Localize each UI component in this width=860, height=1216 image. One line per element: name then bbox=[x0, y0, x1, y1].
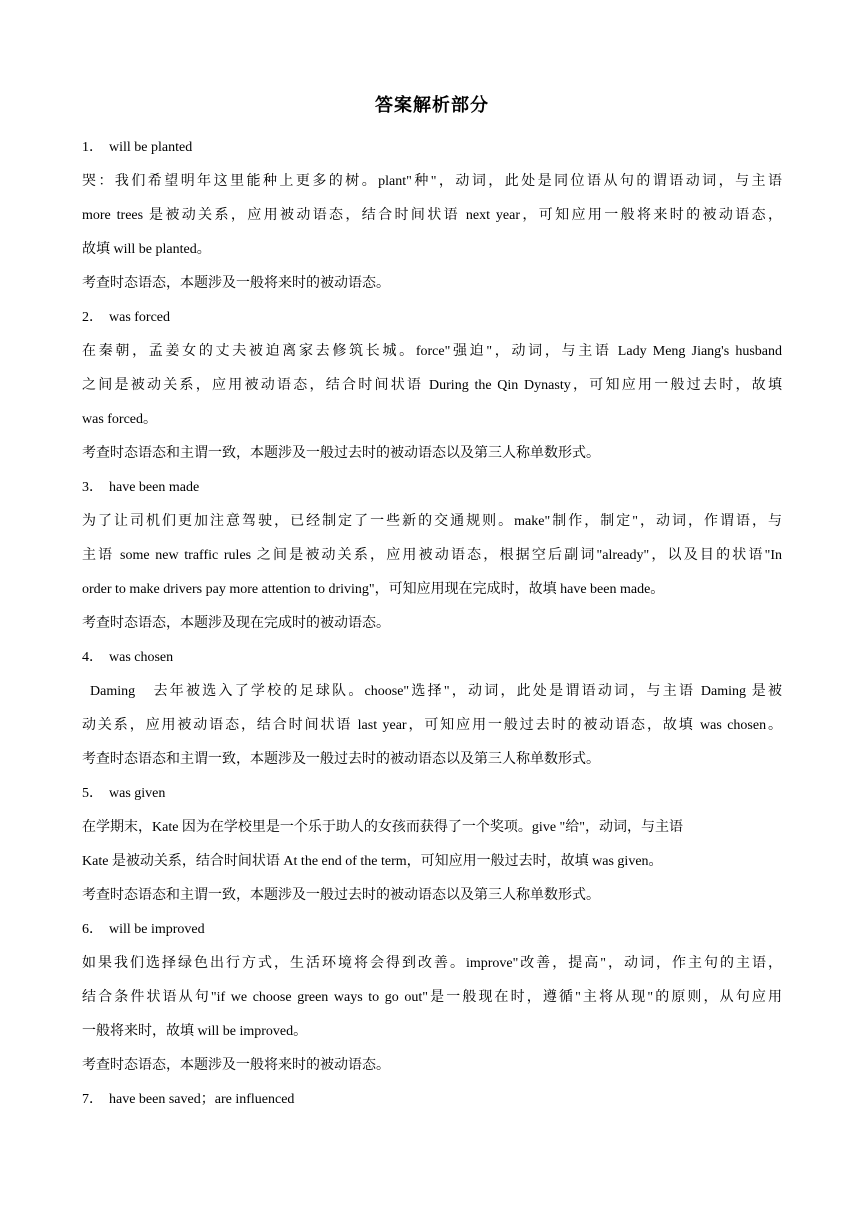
answer-text: have been made bbox=[109, 480, 200, 495]
explanation-line: 如果我们选择绿色出行方式，生活环境将会得到改善。improve"改善，提高"，动词，作主句的主语， bbox=[82, 956, 782, 971]
explanation-line: 为了让司机们更加注意驾驶，已经制定了一些新的交通规则。make"制作，制定"，动词，作谓语，与 bbox=[82, 514, 782, 529]
answer-heading bbox=[82, 1083, 782, 1117]
page-title: 答案解析部分 bbox=[375, 95, 489, 116]
explanation-line: 一般将来时，故填 will be improved。 bbox=[82, 1024, 308, 1039]
question-number: 7． bbox=[82, 1092, 103, 1107]
answer-text: was chosen bbox=[109, 650, 174, 665]
explanation-line: was forced。 bbox=[82, 412, 158, 427]
answer-text: have been saved；are influenced bbox=[109, 1092, 295, 1107]
answer-heading bbox=[82, 301, 782, 335]
question-number: 2． bbox=[82, 310, 103, 325]
explanation-line: 故填 will be planted。 bbox=[82, 242, 211, 257]
analysis-note: 考查时态语态和主谓一致，本题涉及一般过去时的被动语态以及第三人称单数形式。 bbox=[82, 752, 600, 767]
explanation-line: 在秦朝，孟姜女的丈夫被迫离家去修筑长城。force"强迫"，动词，与主语 Lady Meng Jiang's husband bbox=[82, 344, 782, 359]
explanation-line: order to make drivers pay more attention to driving"，可知应用现在完成时，故填 have been made。 bbox=[82, 582, 665, 597]
answer-heading bbox=[82, 777, 782, 811]
question-number: 5． bbox=[82, 786, 103, 801]
question-number: 1． bbox=[82, 140, 103, 155]
answer-text: will be improved bbox=[109, 922, 205, 937]
explanation-line: 主语 some new traffic rules 之间是被动关系，应用被动语态，根据空后副词"already"，以及目的状语"In bbox=[82, 548, 782, 563]
explanation-line: more trees 是被动关系，应用被动语态，结合时间状语 next year，可知应用一般将来时的被动语态， bbox=[82, 208, 782, 223]
analysis-note: 考查时态语态，本题涉及一般将来时的被动语态。 bbox=[82, 276, 390, 291]
answer-heading bbox=[82, 913, 782, 947]
answer-text: will be planted bbox=[109, 140, 193, 155]
explanation-line: Daming 去年被选入了学校的足球队。choose"选择"，动词，此处是谓语动词，与主语 Daming 是被 bbox=[90, 684, 782, 699]
explanation-line: 结合条件状语从句"if we choose green ways to go out"是一般现在时，遵循"主将从现"的原则，从句应用 bbox=[82, 990, 782, 1005]
explanation-line: 哭：我们希望明年这里能种上更多的树。plant"种"，动词，此处是同位语从句的谓语动词，与主语 bbox=[82, 174, 782, 189]
question-number: 3． bbox=[82, 480, 103, 495]
question-number: 4． bbox=[82, 650, 103, 665]
analysis-note: 考查时态语态和主谓一致，本题涉及一般过去时的被动语态以及第三人称单数形式。 bbox=[82, 446, 600, 461]
answer-list bbox=[82, 131, 782, 1117]
analysis-note: 考查时态语态，本题涉及现在完成时的被动语态。 bbox=[82, 616, 390, 631]
question-number: 6． bbox=[82, 922, 103, 937]
explanation-line: 之间是被动关系，应用被动语态，结合时间状语 During the Qin Dynasty，可知应用一般过去时，故填 bbox=[82, 378, 782, 393]
answer-heading bbox=[82, 131, 782, 165]
analysis-note: 考查时态语态和主谓一致，本题涉及一般过去时的被动语态以及第三人称单数形式。 bbox=[82, 888, 600, 903]
explanation-line: 在学期末，Kate 因为在学校里是一个乐于助人的女孩而获得了一个奖项。give "给"，动词，与主语 bbox=[82, 820, 683, 835]
answer-heading bbox=[82, 471, 782, 505]
answer-heading bbox=[82, 641, 782, 675]
explanation-line: 动关系，应用被动语态，结合时间状语 last year，可知应用一般过去时的被动语态，故填 was chosen。 bbox=[82, 718, 782, 733]
explanation-line: Kate 是被动关系，结合时间状语 At the end of the term，可知应用一般过去时，故填 was given。 bbox=[82, 854, 663, 869]
answer-text: was forced bbox=[109, 310, 171, 325]
answer-text: was given bbox=[109, 786, 166, 801]
analysis-note: 考查时态语态，本题涉及一般将来时的被动语态。 bbox=[82, 1058, 390, 1073]
